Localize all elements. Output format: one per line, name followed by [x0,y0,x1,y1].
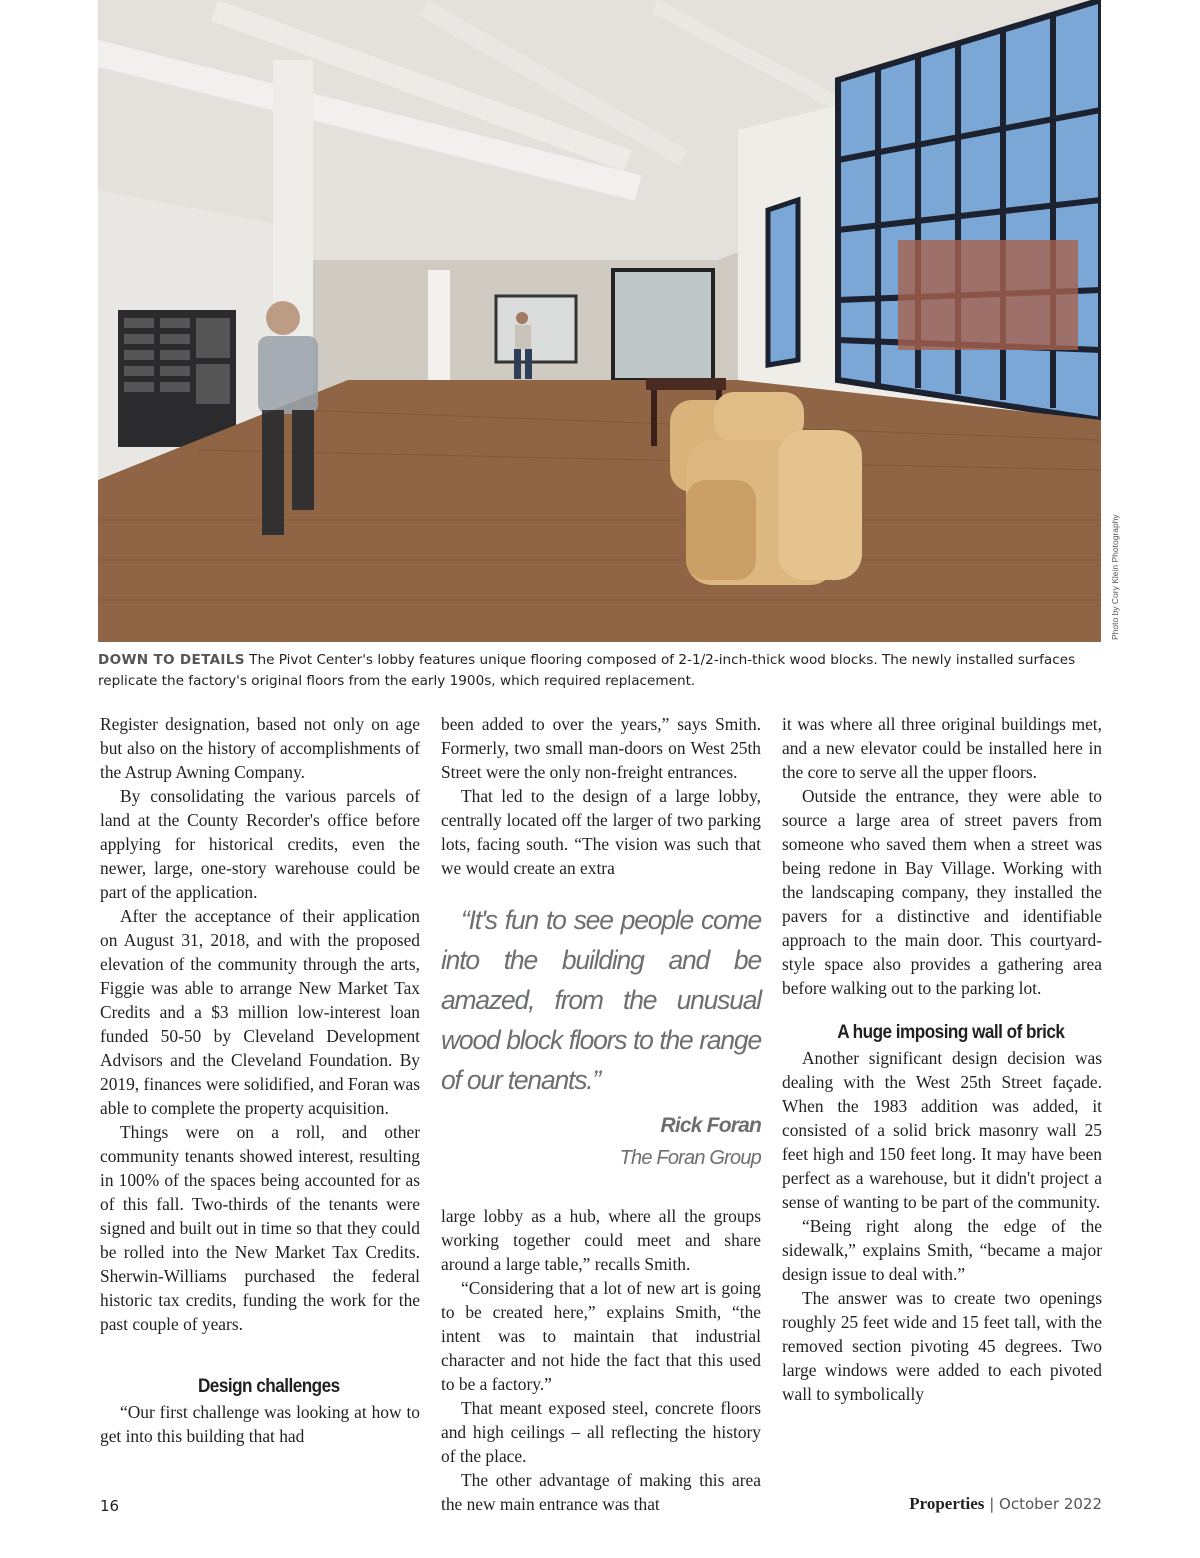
lobby-photo [98,0,1101,642]
magazine-footer [909,1494,1102,1514]
paragraph: Things were on a roll, and other community tenants showed interest, resulting in 100% of the spaces being accounted for as of this fall. Two-thirds of the tenants were signed and built out in time so that they could be rolled into the New Market Tax Credits. Sherwin-Williams purchased the federal historic tax credits, funding the work for the past couple of years. [100,1122,420,1334]
subhead-design-challenges: Design challenges [197,1375,340,1397]
photo-caption [98,650,1103,692]
armchair-front [686,430,862,585]
article-column-3 [782,712,1102,1406]
paragraph: been added to over the years,” says Smith. Formerly, two small man-doors on West 25th Street were the only non-freight entrances. [441,714,761,782]
article-column-1 [100,712,420,1448]
paragraph: That led to the design of a large lobby, centrally located off the larger of two parking lots, facing south. “The vision was such that we would create an extra [441,786,761,878]
photo-credit: Photo by Cory Klein Photography [1110,514,1120,640]
caption-lead: DOWN TO DETAILS [98,652,245,668]
article-column-2 [441,712,761,1516]
page-number: 16 [100,1497,120,1515]
pull-quote-attribution-org: The Foran Group [619,1147,761,1169]
issue-date: October 2022 [999,1495,1102,1513]
paragraph: “Being right along the edge of the sidewalk,” explains Smith, “became a major design issue to deal with.” [782,1216,1102,1284]
paragraph: Another significant design decision was dealing with the West 25th Street façade. When the 1983 addition was added, it consisted of a solid brick masonry wall 25 feet high and 150 feet long. It may have been perfect as a warehouse, but it didn't project a sense of wanting to be part of the community. [782,1048,1102,1212]
paragraph: it was where all three original buildings met, and a new elevator could be installed here in the core to serve all the upper floors. [782,714,1102,782]
paragraph: That meant exposed steel, concrete floors and high ceilings – all reflecting the history of the place. [441,1398,761,1466]
pull-quote: “It's fun to see people come into the building and be amazed, from the unusual wood block floors to the range of our tenants.” [441,905,761,1095]
paragraph: The other advantage of making this area the new main entrance was that [441,1470,761,1514]
paragraph: Outside the entrance, they were able to source a large area of street pavers from someone who saved them when a street was being redone in Bay Village. Working with the landscaping company, they installed the pavers for a distinctive and identifiable approach to the main door. This courtyard-style space also provides a gathering area before walking out to the parking lot. [782,786,1102,998]
paragraph: large lobby as a hub, where all the groups working together could meet and share around a large table,” recalls Smith. [441,1206,761,1274]
footer-separator: | [984,1495,1000,1513]
paragraph: “Considering that a lot of new art is going to be created here,” explains Smith, “the intent was to maintain that industrial character and not hide the fact that this used to be a factory.” [441,1278,761,1394]
pull-quote-attribution-name: Rick Foran [660,1114,761,1137]
magazine-name: Properties [909,1494,985,1513]
paragraph: By consolidating the various parcels of land at the County Recorder's office before applying for historical credits, even the newer, large, one-story warehouse could be part of the application. [100,786,420,902]
paragraph: “Our first challenge was looking at how to get into this building that had [100,1402,420,1446]
subhead-wall-of-brick: A huge imposing wall of brick [837,1021,1065,1043]
paragraph: After the acceptance of their application on August 31, 2018, and with the proposed elevation of the community through the arts, Figgie was able to arrange New Market Tax Credits and a $3 million low-interest loan funded 50-50 by Cleveland Development Advisors and the Cleveland Foundation. By 2019, finances were solidified, and Foran was able to complete the property acquisition. [100,906,420,1118]
caption-text: The Pivot Center's lobby features unique flooring composed of 2-1/2-inch-thick wood blocks. The newly installed surfaces replicate the factory's original floors from the early 1900s, which required replacement. [98,652,1076,689]
lobby-photo-illustration [98,0,1101,642]
paragraph: Register designation, based not only on age but also on the history of accomplishments of the Astrup Awning Company. [100,714,420,782]
paragraph: The answer was to create two openings roughly 25 feet wide and 15 feet tall, with the removed section pivoting 45 degrees. Two large windows were added to each pivoted wall to symbolically [782,1288,1102,1404]
